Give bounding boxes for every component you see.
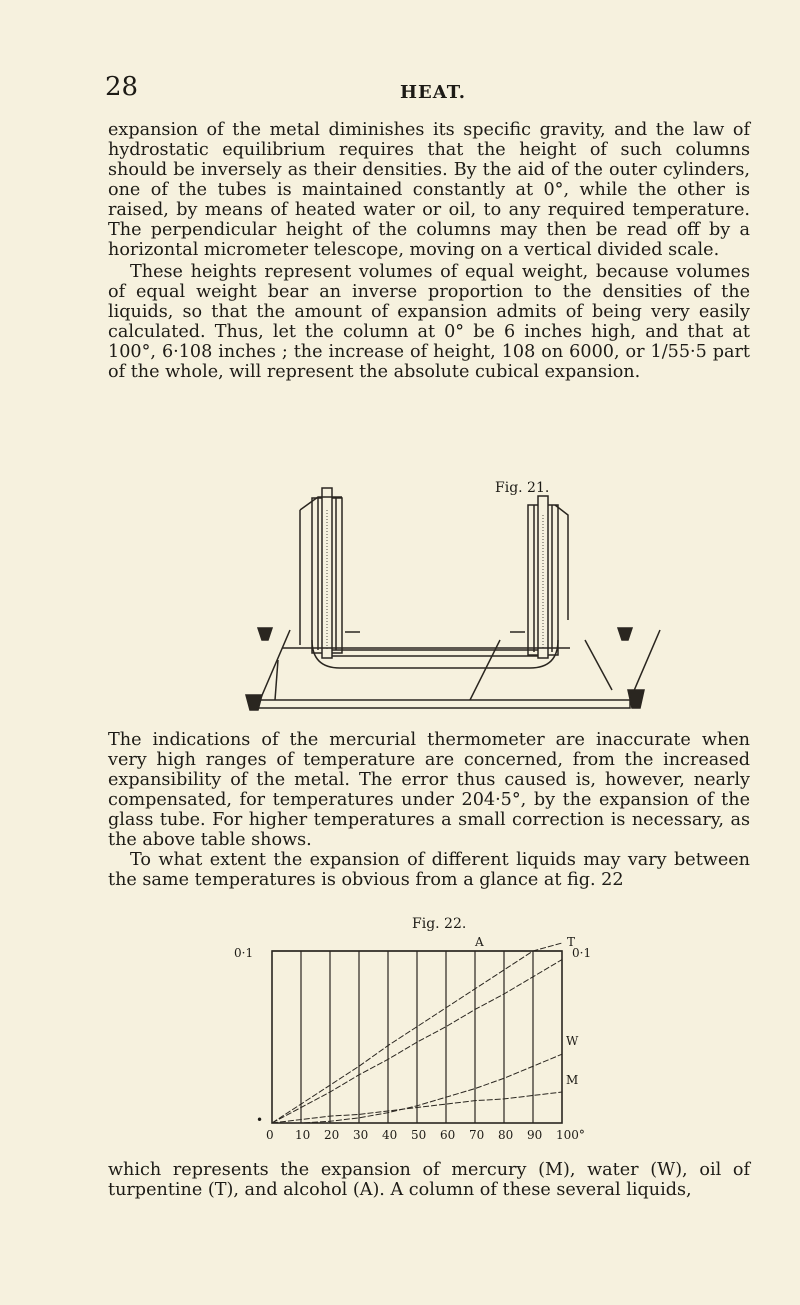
fig22-x-tick-2: 20 [324, 1128, 340, 1142]
fig22-label-m: M [566, 1073, 579, 1087]
fig22-x-tick-8: 80 [498, 1128, 514, 1142]
paragraph-4: To what extent the expansion of different liquids may vary between the same temperatures is obvious from a glance at fig. 22 [108, 850, 750, 890]
fig22-x-tick-1: 10 [295, 1128, 311, 1142]
paragraph-2: These heights represent volumes of equal weight, because volumes of equal weight bear an inverse proportion to the densities of the liquids, so that the amount of expansion admits of being very easily calculated. Thus, let the column at 0° be 6 inches high, and that at 100°, 6·108 inches ; the increase of height, 108 on 6000, or 1/55·5 part of the whole, will represent the absolute cubical expansion. [108, 262, 750, 382]
fig22-x-tick-0: 0 [266, 1128, 274, 1142]
fig22-left-label: 0·1 [234, 946, 254, 960]
fig22-x-tick-6: 60 [440, 1128, 456, 1142]
fig22-x-tick-9: 90 [527, 1128, 543, 1142]
fig22-label-a: A [475, 935, 484, 949]
fig22-right-label: 0·1 [572, 946, 592, 960]
paragraph-1: expansion of the metal diminishes its specific gravity, and the law of hydrostatic equilibrium requires that the height of such columns should be inversely as their densities. By the aid of the outer cylinders, one of the tubes is maintained constantly at 0°, while the other is raised, by means of heated water or oil, to any required temperature. The perpendicular height of the columns may then be read off by a horizontal micrometer telescope, moving on a vertical divided scale. [108, 120, 750, 260]
fig22-origin-mark: • [256, 1113, 264, 1127]
fig22-x-tick-3: 30 [353, 1128, 369, 1142]
fig22-label-w: W [566, 1034, 579, 1048]
page-number: 28 [105, 72, 139, 102]
running-head: HEAT. [400, 82, 467, 103]
fig22-x-tick-4: 40 [382, 1128, 398, 1142]
fig22-x-tick-5: 50 [411, 1128, 427, 1142]
fig22-label-t: T [567, 935, 576, 949]
fig21-caption: Fig. 21. [495, 480, 550, 496]
fig22-x-tick-7: 70 [469, 1128, 485, 1142]
fig22-caption: Fig. 22. [412, 916, 467, 932]
paragraph-3: The indications of the mercurial thermometer are inaccurate when very high ranges of temperature are concerned, from the increased expansibility of the metal. The error thus caused is, however, nearly compensated, for temperatures under 204·5°, by the expansion of the glass tube. For higher temperatures a small correction is necessary, as the above table shows. [108, 730, 750, 850]
paragraph-5: which represents the expansion of mercury (M), water (W), oil of turpentine (T), and alcohol (A). A column of these several liquids, [108, 1160, 750, 1200]
fig22-x-tick-10: 100° [556, 1128, 585, 1142]
